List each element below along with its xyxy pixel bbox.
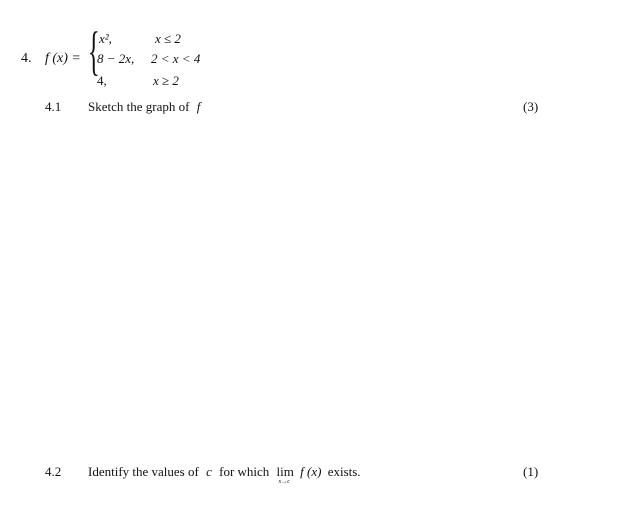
part-4-2-prompt-mid: for which (219, 464, 270, 479)
case-1-condition: x ≤ 2 (155, 31, 181, 46)
part-4-1-number: 4.1 (45, 99, 62, 114)
case-3-expression: 4, (97, 73, 107, 88)
piecewise-brace: { (88, 21, 100, 81)
lim-subscript: x→c (278, 479, 290, 485)
part-4-2-text (88, 464, 361, 485)
limit-expression (276, 464, 294, 485)
case-1-expression: x², (99, 31, 112, 46)
case-2-condition: 2 < x < 4 (151, 51, 201, 66)
function-call: f (x) (300, 464, 322, 479)
part-4-2-prompt-start: Identify the values of (88, 464, 199, 479)
part-4-1-marks: (3) (523, 99, 539, 114)
part-4-2-number: 4.2 (45, 464, 62, 479)
function-lhs: f (x) = (45, 51, 81, 66)
lim-word: lim (276, 464, 294, 479)
case-3-condition: x ≥ 2 (153, 73, 179, 88)
part-4-1-text (88, 99, 200, 115)
part-4-1-prompt: Sketch the graph of (88, 99, 190, 114)
part-4-2-prompt-end: exists. (327, 464, 361, 479)
case-2-expression: 8 − 2x, (97, 51, 135, 66)
part-4-2-marks: (1) (523, 464, 539, 479)
question-number: 4. (21, 51, 32, 66)
function-symbol: f (196, 99, 201, 114)
c-symbol: c (206, 464, 212, 479)
